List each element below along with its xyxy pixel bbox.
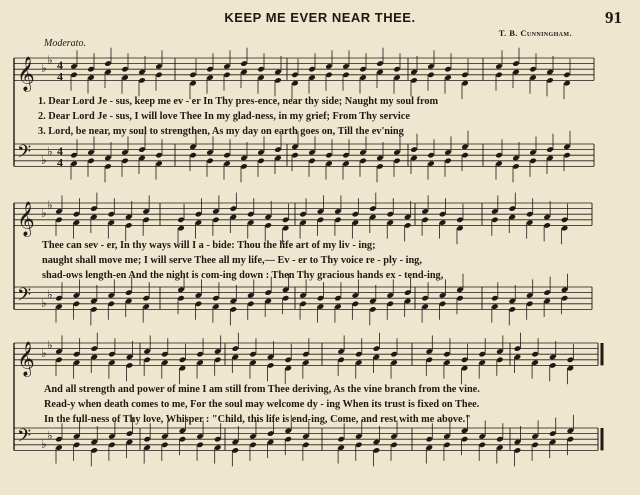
flat-sign-icon: ♭ — [47, 144, 53, 159]
treble-clef-icon: 𝄞 — [17, 341, 35, 377]
flat-sign-icon: ♭ — [47, 197, 53, 212]
bass-clef-icon: 𝄢 — [17, 141, 32, 167]
lyric-line-s3-v3: In the full-ness of Thy love, Whisper : "Child, this life is end-ing, Come, and rest with me above." — [44, 414, 471, 425]
flat-sign-icon: ♭ — [47, 337, 53, 352]
time-signature-top: 4 — [57, 58, 63, 73]
lyric-line-s3-v1: And all strength and power of mine I am still from Thee deriving, As the vine branch from the vine. — [44, 384, 480, 395]
bass-clef-icon: 𝄢 — [17, 425, 32, 451]
flat-sign-icon: ♭ — [41, 346, 47, 361]
page-number: 91 — [605, 8, 622, 27]
composer-credit: T. B. Cunningham. — [498, 28, 572, 38]
time-signature-bottom: 4 — [57, 155, 63, 170]
flat-sign-icon: ♭ — [47, 428, 53, 443]
treble-clef-icon: 𝄞 — [17, 56, 35, 92]
lyric-line-s1-v3: 3. Lord, be near, my soul to strengthen, As my day on earth goes on, Till the ev'ning — [38, 126, 404, 137]
bass-clef-icon: 𝄢 — [17, 284, 32, 310]
flat-sign-icon: ♭ — [47, 287, 53, 302]
final-bar-thick — [601, 343, 604, 365]
treble-clef-icon: 𝄞 — [17, 201, 35, 237]
time-signature-top: 4 — [57, 144, 63, 159]
lyric-line-s3-v2: Read-y when death comes to me, For the soul may welcome dy - ing When its trust is fixed on Thee. — [44, 399, 480, 410]
final-bar-thick — [601, 428, 604, 450]
lyric-line-s1-v1: 1. Dear Lord Je - sus, keep me ev - er In Thy pres-ence, near thy side; Naught my soul from — [38, 96, 439, 107]
time-signature-bottom: 4 — [57, 69, 63, 84]
flat-sign-icon: ♭ — [41, 295, 47, 310]
flat-sign-icon: ♭ — [41, 152, 47, 167]
flat-sign-icon: ♭ — [47, 52, 53, 67]
flat-sign-icon: ♭ — [41, 206, 47, 221]
flat-sign-icon: ♭ — [41, 61, 47, 76]
flat-sign-icon: ♭ — [41, 436, 47, 451]
tempo-marking: Moderato. — [44, 38, 86, 49]
lyric-line-s2-v3: shad-ows length-en And the night is com-ing down : Then Thy gracious hands ex - tend-ing, — [42, 270, 444, 281]
lyric-line-s2-v1: Thee can sev - er, In thy ways will I a - bide: Thou the life art of my liv - ing; — [42, 240, 376, 251]
hymn-title: KEEP ME EVER NEAR THEE. — [224, 10, 416, 25]
lyric-line-s1-v2: 2. Dear Lord Je - sus, I will love Thee In my glad-ness, in my grief; From Thy service — [38, 111, 410, 122]
lyric-line-s2-v2: naught shall move me; I will serve Thee all my life,— Ev - er to Thy voice re - ply - ing, — [42, 255, 422, 266]
